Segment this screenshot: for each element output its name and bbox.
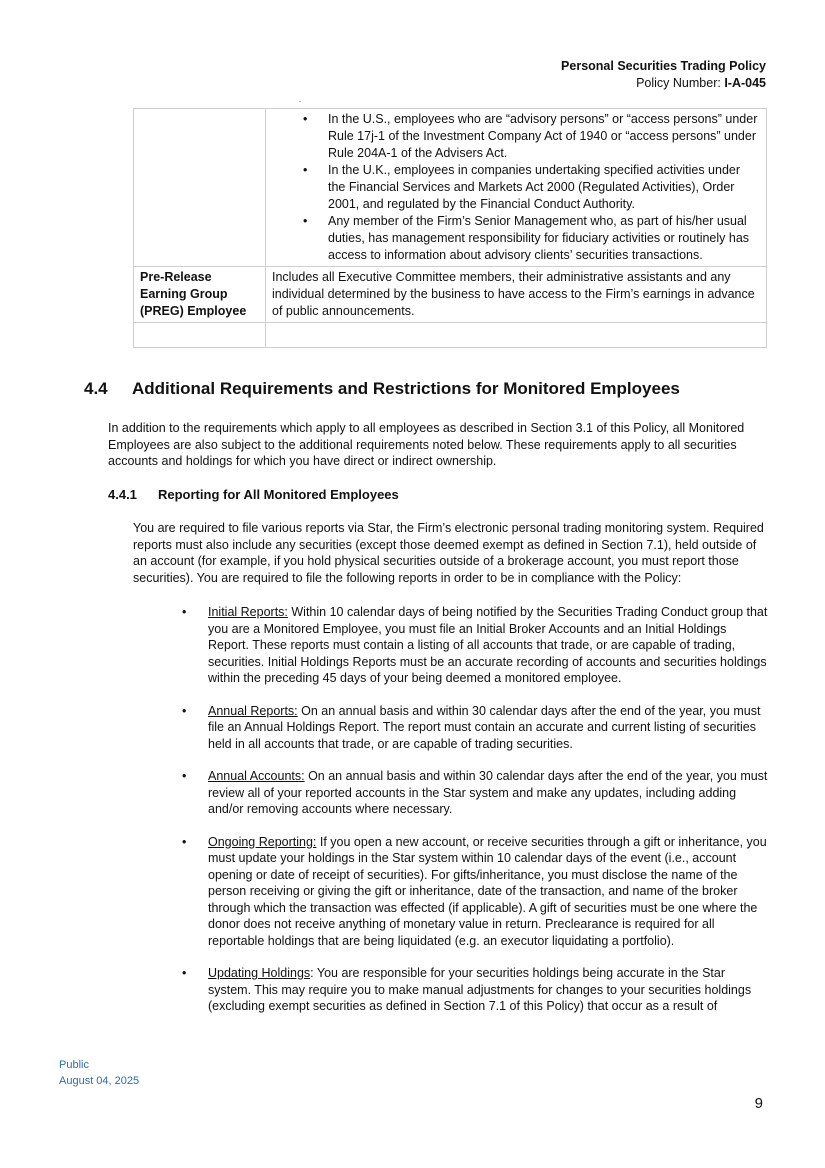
bullet-mark: • [182,966,187,980]
report-requirements-list [182,604,768,1031]
section-heading [84,379,680,399]
footer-classification: Public [59,1059,89,1071]
subsection-number: 4.4.1 [108,487,137,502]
definitions-table [133,108,767,348]
term-cell-empty [134,109,266,267]
definition-bullet-list [272,111,760,264]
definition-bullet: • In the U.K., employees in companies undertaking specified activities under the Financial Services and Markets Act 2000 (Regulated Activities), Order 2001, and regulated by the Financial Conduct Authority. [328,162,760,213]
policy-number-label: Policy Number: [636,76,725,90]
subsection-title: Reporting for All Monitored Employees [158,487,399,502]
bullet-mark: • [182,769,187,783]
page-number: 9 [754,1095,763,1112]
section-intro-paragraph: In addition to the requirements which apply to all employees as described in Section 3.1 of this Policy, all Monitored Employees are also subject to the additional requirements noted below. These requirements apply to all securities accounts and holdings for which you have direct or indirect ownership. [108,421,745,468]
list-item-text: If you open a new account, or receive securities through a gift or inheritance, you must update your holdings in the Star system within 10 calendar days of the event (i.e., account opening or date of receipt of securities). For gifts/inheritance, you must disclose the name of the person receiving or giving the gift or inheritance, date of the transaction, and name of the broker through which the transaction was effected (if applicable). A gift of securities must be one where the donor does not receive anything of monetary value in return. Preclearance is required for all reportable holdings that are being liquidated (e.g. an executor liquidating a portfolio). [208,834,767,948]
list-item [182,703,768,753]
definition-cell [266,109,767,267]
list-item [182,768,768,818]
list-item-text: On an annual basis and within 30 calendar days after the end of the year, you must review all of your reported accounts in the Star system and make any updates, including adding and/or removing accounts where necessary. [208,769,768,816]
list-item [182,834,768,950]
term-cell: Pre-Release Earning Group (PREG) Employee [134,267,266,323]
list-item [182,604,768,687]
definition-bullet: • Any member of the Firm’s Senior Management who, as part of his/her usual duties, has management responsibility for fiduciary activities or routinely has access to information about advisory clients’ securities transactions. [328,213,760,264]
policy-number-line [636,76,766,90]
definition-bullet: • In the U.S., employees who are “advisory persons” or “access persons” under Rule 17j-1 of the Investment Company Act of 1940 or “access persons” under Rule 204A-1 of the Advisers Act. [328,111,760,162]
bullet-mark: • [182,834,187,849]
subsection-heading [108,487,399,502]
list-item-text: : You are responsible for your securities holdings being accurate in the Star system. This may require you to make manual adjustments for changes to your securities holdings (excluding exempt securities as defined in Section 7.1 of this Policy) that occur as a result of [208,966,752,1013]
list-item-label: Ongoing Reporting: [208,834,317,849]
empty-cell [134,323,266,348]
table-row-empty [134,323,767,348]
document-header-title: Personal Securities Trading Policy [561,59,766,73]
policy-number-value: I-A-045 [724,76,766,90]
list-item-label: Updating Holdings [208,966,311,980]
list-item-label: Initial Reports: [208,605,288,619]
list-item-label: Annual Reports: [208,703,298,718]
table-row [134,267,767,323]
definition-cell: Includes all Executive Committee members, their administrative assistants and any individual determined by the business to have access to the Firm’s earnings in advance of public announcements. [266,267,767,323]
footer-date: August 04, 2025 [59,1075,140,1087]
list-item-text: Within 10 calendar days of being notified by the Securities Trading Conduct group that you are a Monitored Employee, you must file an Initial Broker Accounts and an Initial Holdings Report. These reports must contain a listing of all accounts that trade, or are capable of trading, securities. Initial Holdings Reports must be an accurate recording of accounts and securities holdings within the preceding 45 days of your being deemed a monitored employee. [208,605,768,685]
list-item [182,965,768,1015]
list-item-label: Annual Accounts: [208,769,305,783]
section-title: Additional Requirements and Restrictions for Monitored Employees [132,379,680,398]
subsection-body-paragraph: You are required to file various reports via Star, the Firm’s electronic personal trading monitoring system. Required reports must also include any securities (except those deemed exempt as defined in Section 7.1), held outside of an account (for example, if you hold physical securities outside of a brokerage account, you must report those securities). You are required to file the following reports in order to be in compliance with the Policy: [133,521,764,585]
list-item-text: On an annual basis and within 30 calendar days after the end of the year, you must file an Annual Holdings Report. The report must contain an accurate and current listing of securities held in all accounts that trade, or are capable of trading securities. [208,703,761,751]
bullet-mark: • [182,703,187,718]
bullet-mark: • [182,605,187,619]
section-number: 4.4 [84,379,108,398]
stray-dot: . [299,95,302,104]
table-row [134,109,767,267]
empty-cell [266,323,767,348]
